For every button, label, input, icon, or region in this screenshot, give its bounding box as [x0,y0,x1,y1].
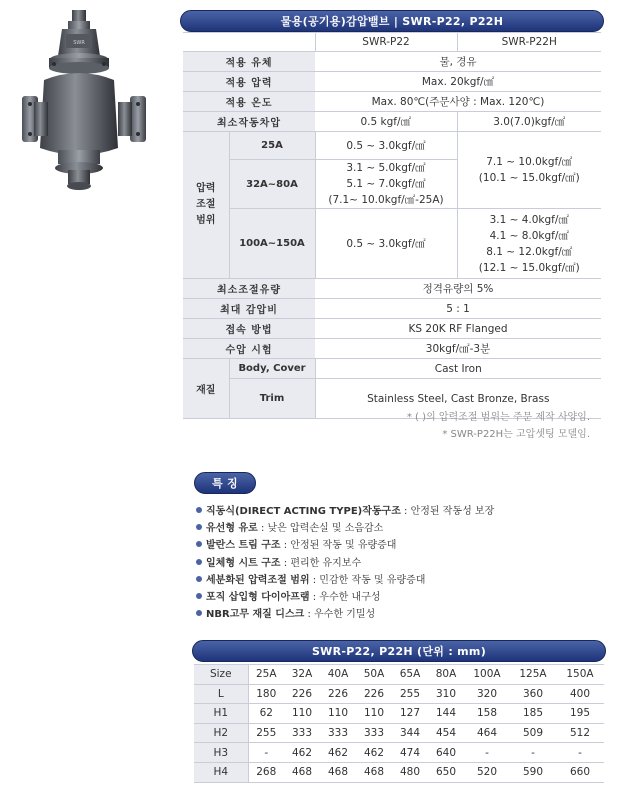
size-100-150a-label: 100A~150A [229,209,315,279]
size-25a-label: 25A [229,132,315,160]
pressure-value: Max. 20kgf/㎠ [315,72,601,92]
body-cover-value: Cast Iron [315,359,601,379]
dimension-cell: 110 [284,704,320,724]
dimension-cell: 25A [248,665,284,685]
model-a-header: SWR-P22 [315,33,457,52]
feature-item: NBR고무 재질 디스크 : 우수한 기밀성 [196,606,494,623]
dimension-cell: 590 [510,762,556,782]
dimension-cell: 110 [320,704,356,724]
model-b-header: SWR-P22H [457,33,601,52]
note-range: * ( )의 압력조절 범위는 주문 제작 사양임. [406,412,590,423]
dimension-row-label: H3 [194,743,248,763]
feature-item: 직동식(DIRECT ACTING TYPE)작동구조 : 안정된 작동성 보장 [196,503,494,520]
fluid-value: 물, 경유 [315,52,601,72]
dimension-cell: 226 [356,684,392,704]
range-25-80a-b-1: 7.1 ~ 10.0kgf/㎠ [486,156,573,168]
dimension-row [194,665,604,685]
dimension-cell: 268 [248,762,284,782]
bullet-icon [196,524,202,530]
dimension-cell: 512 [556,723,604,743]
dimension-row-label: H4 [194,762,248,782]
range-100-150a-b [457,209,601,279]
dimension-row [194,743,604,763]
hydro-test-label: 수압 시험 [183,339,315,359]
dimension-cell: 125A [510,665,556,685]
dimension-row [194,762,604,782]
dimensions-table [194,664,604,783]
feature-item: 유선형 유로 : 낮은 압력손실 및 소음감소 [196,520,494,537]
material-label: 재질 [183,359,229,419]
dimension-row [194,723,604,743]
dimension-row-label: H2 [194,723,248,743]
range-label-2: 조절 [196,199,216,210]
dimensions-title: SWR-P22, P22H (단위 : mm) [192,640,606,662]
svg-text:SWR: SWR [73,40,85,46]
dimension-cell: 468 [284,762,320,782]
dimension-cell: 650 [428,762,464,782]
connection-value: KS 20K RF Flanged [315,319,601,339]
dimension-cell: 320 [464,684,510,704]
dimension-cell: 333 [284,723,320,743]
dimension-cell: 462 [284,743,320,763]
trim-value: Stainless Steel, Cast Bronze, Brass [315,379,601,419]
dimension-cell: 474 [392,743,428,763]
range-100-150a-b-3: 8.1 ~ 12.0kgf/㎠ [486,245,573,258]
min-diff-label: 최소작동차압 [183,112,315,132]
range-100-150a-b-1: 3.1 ~ 4.0kgf/㎠ [489,213,569,226]
valve-product-image [14,8,154,194]
dimension-cell: 100A [464,665,510,685]
range-32-80a-a-1: 3.1 ~ 5.0kgf/㎠ [346,162,426,174]
bullet-icon [196,541,202,547]
range-25-80a-b-2: (10.1 ~ 15.0kgf/㎠) [478,172,580,184]
bullet-icon [196,610,202,616]
feature-item: 발란스 트림 구조 : 안정된 작동 및 유량증대 [196,537,494,554]
dimension-cell: 660 [556,762,604,782]
note-high-pressure: * SWR-P22H는 고압셋팅 모델임. [442,429,590,440]
min-flow-label: 최소조절유량 [183,279,315,299]
dimension-cell: 226 [284,684,320,704]
body-cover-label: Body, Cover [229,359,315,379]
max-ratio-value: 5 : 1 [315,299,601,319]
dimension-row-label: L [194,684,248,704]
spec-table [183,32,601,419]
pressure-label: 적용 압력 [183,72,315,92]
dimension-cell: 462 [320,743,356,763]
range-25a-a: 0.5 ~ 3.0kgf/㎠ [315,132,457,160]
temperature-value: Max. 80℃(주문사양 : Max. 120℃) [315,92,601,112]
min-diff-a: 0.5 kgf/㎠ [315,112,457,132]
range-100-150a-a: 0.5 ~ 3.0kgf/㎠ [315,209,457,279]
dimension-cell: 62 [248,704,284,724]
range-25-80a-b [457,132,601,209]
dimension-cell: 480 [392,762,428,782]
size-32-80a-label: 32A~80A [229,160,315,209]
range-label [183,132,229,279]
dimension-row [194,704,604,724]
dimension-cell: 80A [428,665,464,685]
dimension-cell: 464 [464,723,510,743]
dimension-cell: 454 [428,723,464,743]
connection-label: 접속 방법 [183,319,315,339]
range-100-150a-b-2: 4.1 ~ 8.0kgf/㎠ [489,229,569,242]
dimension-cell: 333 [356,723,392,743]
range-100-150a-b-4: (12.1 ~ 15.0kgf/㎠) [478,261,580,274]
min-flow-value: 정격유량의 5% [315,279,601,299]
dimension-cell: 468 [320,762,356,782]
range-32-80a-a-3: (7.1~ 10.0kgf/㎠-25A) [328,194,444,206]
dimension-cell: 640 [428,743,464,763]
features-title: 특 징 [194,472,256,494]
dimension-cell: 255 [392,684,428,704]
dimension-cell: 110 [356,704,392,724]
bullet-icon [196,559,202,565]
dimension-cell: 158 [464,704,510,724]
dimension-row [194,684,604,704]
dimension-cell: 400 [556,684,604,704]
dimension-cell: 50A [356,665,392,685]
dimension-cell: 195 [556,704,604,724]
temperature-label: 적용 온도 [183,92,315,112]
dimension-cell: 144 [428,704,464,724]
hydro-test-value: 30kgf/㎠-3분 [315,339,601,359]
dimension-cell: - [464,743,510,763]
dimension-cell: 468 [356,762,392,782]
fluid-label: 적용 유체 [183,52,315,72]
bullet-icon [196,576,202,582]
dimension-cell: 310 [428,684,464,704]
dimension-cell: 32A [284,665,320,685]
feature-item: 일체형 시트 구조 : 편리한 유지보수 [196,555,494,572]
dimension-cell: 462 [356,743,392,763]
dimension-cell: 520 [464,762,510,782]
dimension-cell: - [556,743,604,763]
dimension-cell: - [248,743,284,763]
dimension-cell: 226 [320,684,356,704]
bullet-icon [196,593,202,599]
dimension-cell: 344 [392,723,428,743]
dimension-row-label: H1 [194,704,248,724]
dimension-cell: 185 [510,704,556,724]
feature-item: 포직 삽입형 다이아프램 : 우수한 내구성 [196,589,494,606]
dimension-cell: 180 [248,684,284,704]
dimension-cell: 127 [392,704,428,724]
dimension-cell: 509 [510,723,556,743]
dimension-cell: 150A [556,665,604,685]
range-label-3: 범위 [196,215,216,226]
features-list [196,503,494,623]
dimension-cell: 333 [320,723,356,743]
spec-title: 물용(공기용)감압밸브 | SWR-P22, P22H [180,10,604,32]
dimension-cell: 255 [248,723,284,743]
feature-item: 세분화된 압력조절 범위 : 민감한 작동 및 유량증대 [196,572,494,589]
bullet-icon [196,507,202,513]
range-label-1: 압력 [196,183,216,194]
range-32-80a-a-2: 5.1 ~ 7.0kgf/㎠ [346,178,426,190]
dimension-row-label: Size [194,665,248,685]
dimension-cell: 65A [392,665,428,685]
trim-label: Trim [229,379,315,419]
dimension-cell: 360 [510,684,556,704]
dimension-cell: 40A [320,665,356,685]
max-ratio-label: 최대 감압비 [183,299,315,319]
min-diff-b: 3.0(7.0)kgf/㎠ [457,112,601,132]
range-32-80a-a [315,160,457,209]
dimension-cell: - [510,743,556,763]
spec-corner [183,33,315,52]
